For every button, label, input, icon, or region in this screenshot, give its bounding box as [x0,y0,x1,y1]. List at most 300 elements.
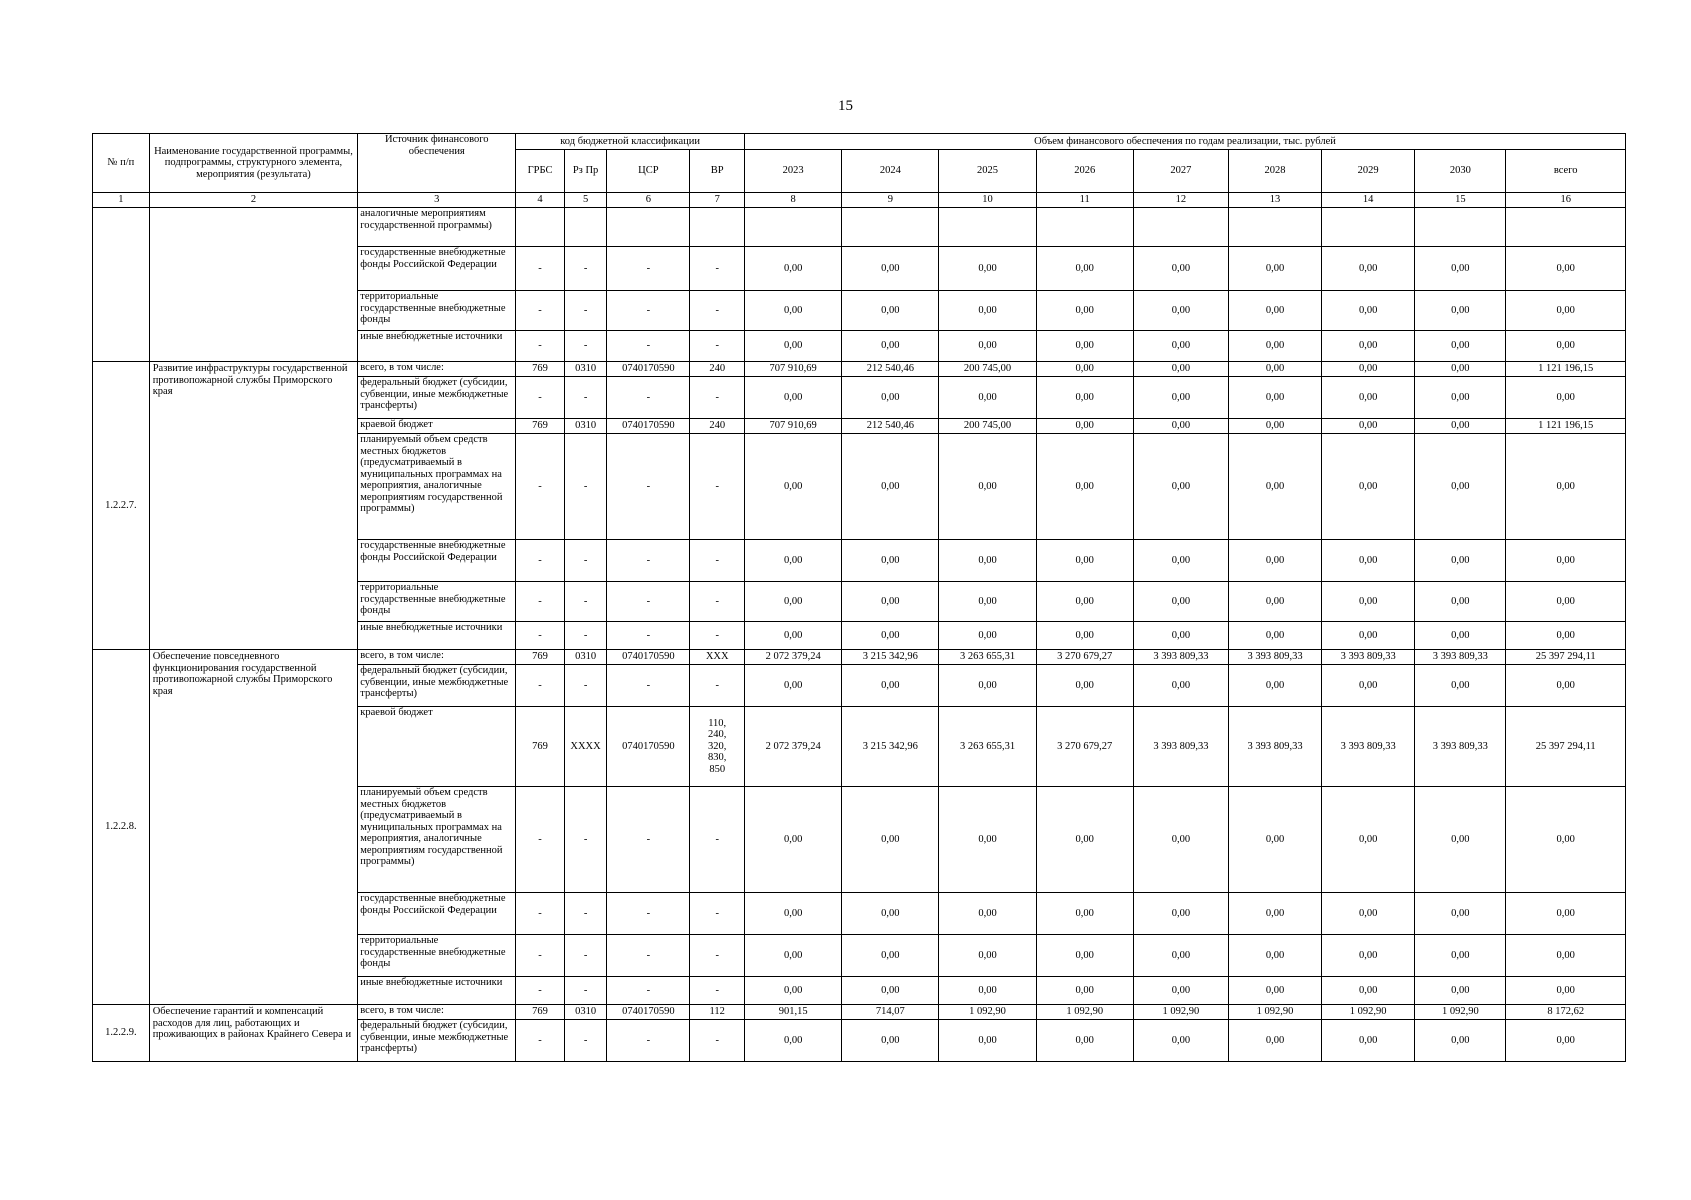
value-cell: 1 121 196,15 [1506,419,1626,434]
vr-cell: ХХХ [690,650,745,665]
value-cell: 0,00 [939,247,1036,291]
source-cell: иные внебюджетные источники [358,977,516,1005]
value-cell: 0,00 [745,935,842,977]
column-number: 7 [690,193,745,208]
value-cell: 0,00 [1036,434,1133,540]
table-row [93,1005,1626,1020]
value-cell: 0,00 [1322,362,1415,377]
value-cell: 0,00 [1506,935,1626,977]
vr-cell: - [690,291,745,331]
value-cell: 0,00 [939,291,1036,331]
value-cell: 0,00 [1415,1020,1506,1062]
header-name: Наименование государственной программы, подпрограммы, структурного элемента, мероприятия (результата) [149,134,358,193]
value-cell: 0,00 [842,434,939,540]
value-cell: 0,00 [1133,331,1228,362]
vr-cell: 240 [690,362,745,377]
value-cell: 0,00 [1506,247,1626,291]
csr-cell: - [607,434,690,540]
value-cell: 0,00 [1506,331,1626,362]
value-cell: 901,15 [745,1005,842,1020]
value-cell: 0,00 [1036,1020,1133,1062]
value-cell: 0,00 [1322,1020,1415,1062]
csr-cell: 0740170590 [607,362,690,377]
value-cell: 0,00 [1322,622,1415,650]
value-cell: 0,00 [1415,893,1506,935]
value-cell: 0,00 [745,977,842,1005]
header-code-group: код бюджетной классификации [516,134,745,150]
value-cell: 0,00 [1133,247,1228,291]
value-cell: 3 393 809,33 [1228,707,1321,787]
source-cell: федеральный бюджет (субсидии, субвенции, иные межбюджетные трансферты) [358,1020,516,1062]
value-cell: 0,00 [745,291,842,331]
value-cell: 25 397 294,11 [1506,707,1626,787]
value-cell: 0,00 [1322,377,1415,419]
value-cell: 1 092,90 [1415,1005,1506,1020]
header-year-col: 2023 [745,150,842,193]
csr-cell: - [607,787,690,893]
value-cell: 0,00 [1506,893,1626,935]
table-body [93,208,1626,1062]
csr-cell: 0740170590 [607,419,690,434]
value-cell: 0,00 [1228,1020,1321,1062]
source-cell: территориальные государственные внебюджетные фонды [358,935,516,977]
value-cell: 3 393 809,33 [1415,650,1506,665]
rzpr-cell: - [564,434,607,540]
rzpr-cell: - [564,377,607,419]
column-number: 9 [842,193,939,208]
grbs-cell: - [516,622,565,650]
value-cell: 200 745,00 [939,362,1036,377]
value-cell: 2 072 379,24 [745,650,842,665]
column-number: 4 [516,193,565,208]
table-header [93,134,1626,208]
value-cell: 3 215 342,96 [842,707,939,787]
value-cell: 2 072 379,24 [745,707,842,787]
rzpr-cell: - [564,977,607,1005]
value-cell: 0,00 [1322,582,1415,622]
value-cell: 0,00 [745,582,842,622]
csr-cell: - [607,291,690,331]
csr-cell: - [607,582,690,622]
value-cell: 0,00 [1036,665,1133,707]
value-cell: 0,00 [939,434,1036,540]
row-name-cell: Обеспечение повседневного функционирования государственной противопожарной службы Приморского края [149,650,358,1005]
rzpr-cell: - [564,291,607,331]
value-cell: 3 215 342,96 [842,650,939,665]
rzpr-cell: - [564,622,607,650]
value-cell: 3 393 809,33 [1228,650,1321,665]
grbs-cell: 769 [516,1005,565,1020]
vr-cell: - [690,582,745,622]
vr-cell: 110, 240, 320, 830, 850 [690,707,745,787]
value-cell: 0,00 [1415,362,1506,377]
value-cell: 0,00 [1228,622,1321,650]
value-cell: 0,00 [1228,331,1321,362]
value-cell: 0,00 [842,540,939,582]
vr-cell: - [690,622,745,650]
csr-cell: - [607,331,690,362]
source-cell: территориальные государственные внебюджетные фонды [358,291,516,331]
value-cell: 0,00 [1506,1020,1626,1062]
value-cell: 0,00 [939,331,1036,362]
value-cell [1506,208,1626,247]
header-year-col: 2025 [939,150,1036,193]
grbs-cell: - [516,893,565,935]
source-cell: всего, в том числе: [358,1005,516,1020]
value-cell: 0,00 [939,665,1036,707]
vr-cell: - [690,787,745,893]
value-cell: 0,00 [842,582,939,622]
value-cell: 0,00 [1228,893,1321,935]
value-cell: 0,00 [1036,787,1133,893]
value-cell: 0,00 [1036,247,1133,291]
value-cell: 0,00 [842,377,939,419]
value-cell: 0,00 [1036,540,1133,582]
grbs-cell: - [516,434,565,540]
value-cell: 0,00 [1322,787,1415,893]
source-cell: государственные внебюджетные фонды Российской Федерации [358,893,516,935]
source-cell: федеральный бюджет (субсидии, субвенции, иные межбюджетные трансферты) [358,665,516,707]
rzpr-cell [564,208,607,247]
grbs-cell: - [516,247,565,291]
column-number: 2 [149,193,358,208]
value-cell: 8 172,62 [1506,1005,1626,1020]
value-cell: 0,00 [842,665,939,707]
value-cell: 0,00 [1415,622,1506,650]
csr-cell: - [607,893,690,935]
page-number: 15 [838,98,853,114]
value-cell [842,208,939,247]
value-cell: 0,00 [1133,1020,1228,1062]
row-num-cell: 1.2.2.9. [93,1005,150,1062]
value-cell: 0,00 [1228,977,1321,1005]
value-cell: 212 540,46 [842,419,939,434]
rzpr-cell: - [564,1020,607,1062]
value-cell: 0,00 [842,291,939,331]
value-cell: 0,00 [745,331,842,362]
header-year-col: всего [1506,150,1626,193]
grbs-cell: 769 [516,419,565,434]
value-cell: 3 393 809,33 [1322,707,1415,787]
value-cell: 0,00 [1133,291,1228,331]
rzpr-cell: 0310 [564,1005,607,1020]
value-cell: 0,00 [1228,362,1321,377]
csr-cell: - [607,540,690,582]
value-cell: 0,00 [842,622,939,650]
rzpr-cell: - [564,331,607,362]
value-cell: 0,00 [1228,935,1321,977]
row-num-cell: 1.2.2.7. [93,362,150,650]
value-cell: 0,00 [939,1020,1036,1062]
value-cell: 0,00 [1133,665,1228,707]
vr-cell: - [690,331,745,362]
value-cell: 0,00 [1415,247,1506,291]
value-cell: 1 092,90 [939,1005,1036,1020]
value-cell: 0,00 [939,787,1036,893]
value-cell: 0,00 [1036,582,1133,622]
source-cell: всего, в том числе: [358,362,516,377]
value-cell: 0,00 [1133,419,1228,434]
value-cell: 0,00 [1133,977,1228,1005]
column-number: 11 [1036,193,1133,208]
grbs-cell: - [516,377,565,419]
grbs-cell: - [516,582,565,622]
value-cell: 0,00 [745,665,842,707]
vr-cell: - [690,665,745,707]
value-cell: 0,00 [1133,582,1228,622]
value-cell: 0,00 [1036,419,1133,434]
rzpr-cell: - [564,582,607,622]
source-cell: иные внебюджетные источники [358,622,516,650]
value-cell: 0,00 [1322,977,1415,1005]
vr-cell: 112 [690,1005,745,1020]
value-cell: 0,00 [1228,434,1321,540]
value-cell: 0,00 [1322,935,1415,977]
grbs-cell: - [516,331,565,362]
value-cell: 0,00 [1322,291,1415,331]
value-cell: 0,00 [1322,331,1415,362]
row-name-cell: Обеспечение гарантий и компенсаций расходов для лиц, работающих и проживающих в районах Крайнего Севера и [149,1005,358,1062]
value-cell: 0,00 [1506,377,1626,419]
value-cell: 0,00 [1415,291,1506,331]
rzpr-cell: - [564,247,607,291]
value-cell: 0,00 [939,377,1036,419]
value-cell: 0,00 [1133,935,1228,977]
value-cell: 0,00 [1415,787,1506,893]
value-cell [1322,208,1415,247]
source-cell: всего, в том числе: [358,650,516,665]
source-cell: территориальные государственные внебюджетные фонды [358,582,516,622]
value-cell: 0,00 [1322,419,1415,434]
header-year-col: 2026 [1036,150,1133,193]
value-cell: 0,00 [842,935,939,977]
value-cell: 0,00 [1133,434,1228,540]
grbs-cell: 769 [516,650,565,665]
value-cell: 707 910,69 [745,362,842,377]
value-cell: 0,00 [745,1020,842,1062]
value-cell: 0,00 [1415,434,1506,540]
rzpr-cell: 0310 [564,419,607,434]
value-cell: 3 393 809,33 [1322,650,1415,665]
column-number: 10 [939,193,1036,208]
value-cell: 0,00 [1133,377,1228,419]
grbs-cell: - [516,1020,565,1062]
value-cell: 0,00 [1228,419,1321,434]
csr-cell: - [607,665,690,707]
rzpr-cell: ХХХХ [564,707,607,787]
grbs-cell: 769 [516,362,565,377]
header-code-col: ВР [690,150,745,193]
value-cell: 0,00 [1415,935,1506,977]
value-cell [939,208,1036,247]
value-cell: 0,00 [1506,977,1626,1005]
grbs-cell: - [516,787,565,893]
header-code-col: Рз Пр [564,150,607,193]
value-cell: 0,00 [745,247,842,291]
value-cell: 0,00 [842,331,939,362]
value-cell: 0,00 [842,977,939,1005]
row-name-cell [149,208,358,362]
header-code-col: ЦСР [607,150,690,193]
financing-table [92,133,1626,1062]
table-row [93,650,1626,665]
header-year-col: 2030 [1415,150,1506,193]
value-cell: 212 540,46 [842,362,939,377]
source-cell: планируемый объем средств местных бюджетов (предусматриваемый в муниципальных программах на мероприятия, аналогичные мероприятиям государственной программы) [358,787,516,893]
value-cell: 0,00 [1228,291,1321,331]
value-cell: 0,00 [842,247,939,291]
value-cell: 0,00 [1415,377,1506,419]
header-volume-group: Объем финансового обеспечения по годам реализации, тыс. рублей [745,134,1626,150]
value-cell: 0,00 [1506,434,1626,540]
value-cell: 1 092,90 [1133,1005,1228,1020]
value-cell: 1 092,90 [1228,1005,1321,1020]
value-cell: 0,00 [1506,622,1626,650]
value-cell: 0,00 [745,540,842,582]
csr-cell [607,208,690,247]
value-cell [1133,208,1228,247]
value-cell: 0,00 [939,582,1036,622]
value-cell: 0,00 [1228,247,1321,291]
column-number: 8 [745,193,842,208]
value-cell: 25 397 294,11 [1506,650,1626,665]
value-cell: 0,00 [1228,582,1321,622]
vr-cell [690,208,745,247]
value-cell: 0,00 [1322,434,1415,540]
grbs-cell: - [516,977,565,1005]
value-cell [1036,208,1133,247]
value-cell: 0,00 [1506,787,1626,893]
value-cell: 3 263 655,31 [939,650,1036,665]
grbs-cell: - [516,665,565,707]
value-cell: 0,00 [1322,247,1415,291]
value-cell: 0,00 [1228,377,1321,419]
value-cell: 0,00 [1228,540,1321,582]
value-cell: 0,00 [1036,362,1133,377]
value-cell: 0,00 [1415,331,1506,362]
rzpr-cell: - [564,540,607,582]
value-cell: 0,00 [1036,977,1133,1005]
value-cell [1228,208,1321,247]
value-cell: 0,00 [1133,622,1228,650]
column-number: 14 [1322,193,1415,208]
value-cell: 0,00 [1036,935,1133,977]
value-cell: 3 393 809,33 [1133,707,1228,787]
value-cell: 3 270 679,27 [1036,707,1133,787]
grbs-cell: 769 [516,707,565,787]
source-cell: краевой бюджет [358,707,516,787]
value-cell: 0,00 [1133,540,1228,582]
value-cell: 0,00 [1506,291,1626,331]
csr-cell: - [607,935,690,977]
csr-cell: - [607,977,690,1005]
rzpr-cell: - [564,665,607,707]
value-cell: 714,07 [842,1005,939,1020]
rzpr-cell: - [564,787,607,893]
value-cell: 0,00 [842,893,939,935]
value-cell: 0,00 [1036,377,1133,419]
column-number: 12 [1133,193,1228,208]
value-cell: 0,00 [939,893,1036,935]
source-cell: аналогичные мероприятиям государственной программы) [358,208,516,247]
value-cell: 0,00 [745,893,842,935]
value-cell: 0,00 [1415,977,1506,1005]
source-cell: планируемый объем средств местных бюджетов (предусматриваемый в муниципальных программах на мероприятия, аналогичные мероприятиям государственной программы) [358,434,516,540]
csr-cell: 0740170590 [607,707,690,787]
column-number: 6 [607,193,690,208]
grbs-cell: - [516,540,565,582]
value-cell: 3 263 655,31 [939,707,1036,787]
value-cell [745,208,842,247]
column-number: 3 [358,193,516,208]
value-cell: 200 745,00 [939,419,1036,434]
vr-cell: - [690,977,745,1005]
value-cell: 0,00 [1133,893,1228,935]
row-name-cell: Развитие инфраструктуры государственной противопожарной службы Приморского края [149,362,358,650]
value-cell: 0,00 [1133,362,1228,377]
row-num-cell: 1.2.2.8. [93,650,150,1005]
grbs-cell: - [516,291,565,331]
header-year-col: 2024 [842,150,939,193]
header-source: Источник финансового обеспечения [358,134,516,193]
column-number: 15 [1415,193,1506,208]
header-num: № п/п [93,134,150,193]
value-cell: 0,00 [842,1020,939,1062]
grbs-cell [516,208,565,247]
value-cell: 0,00 [1506,665,1626,707]
vr-cell: - [690,434,745,540]
value-cell: 707 910,69 [745,419,842,434]
value-cell: 0,00 [1506,582,1626,622]
value-cell: 0,00 [1133,787,1228,893]
header-year-col: 2028 [1228,150,1321,193]
value-cell: 0,00 [745,434,842,540]
vr-cell: - [690,935,745,977]
value-cell: 0,00 [939,935,1036,977]
value-cell: 0,00 [842,787,939,893]
grbs-cell: - [516,935,565,977]
value-cell: 0,00 [1415,419,1506,434]
value-cell: 0,00 [1036,331,1133,362]
csr-cell: - [607,247,690,291]
value-cell: 0,00 [1506,540,1626,582]
value-cell: 0,00 [745,787,842,893]
source-cell: государственные внебюджетные фонды Российской Федерации [358,247,516,291]
csr-cell: - [607,622,690,650]
header-year-col: 2027 [1133,150,1228,193]
value-cell: 0,00 [939,540,1036,582]
value-cell: 0,00 [745,377,842,419]
column-number: 13 [1228,193,1321,208]
csr-cell: 0740170590 [607,650,690,665]
header-year-col: 2029 [1322,150,1415,193]
value-cell: 0,00 [1228,665,1321,707]
value-cell: 3 393 809,33 [1415,707,1506,787]
column-number: 1 [93,193,150,208]
vr-cell: - [690,1020,745,1062]
table-row [93,362,1626,377]
value-cell: 0,00 [1322,540,1415,582]
value-cell: 0,00 [745,622,842,650]
value-cell: 0,00 [939,977,1036,1005]
value-cell [1415,208,1506,247]
value-cell: 0,00 [1322,665,1415,707]
rzpr-cell: 0310 [564,362,607,377]
vr-cell: - [690,377,745,419]
value-cell: 1 092,90 [1322,1005,1415,1020]
table-row [93,208,1626,247]
rzpr-cell: - [564,935,607,977]
